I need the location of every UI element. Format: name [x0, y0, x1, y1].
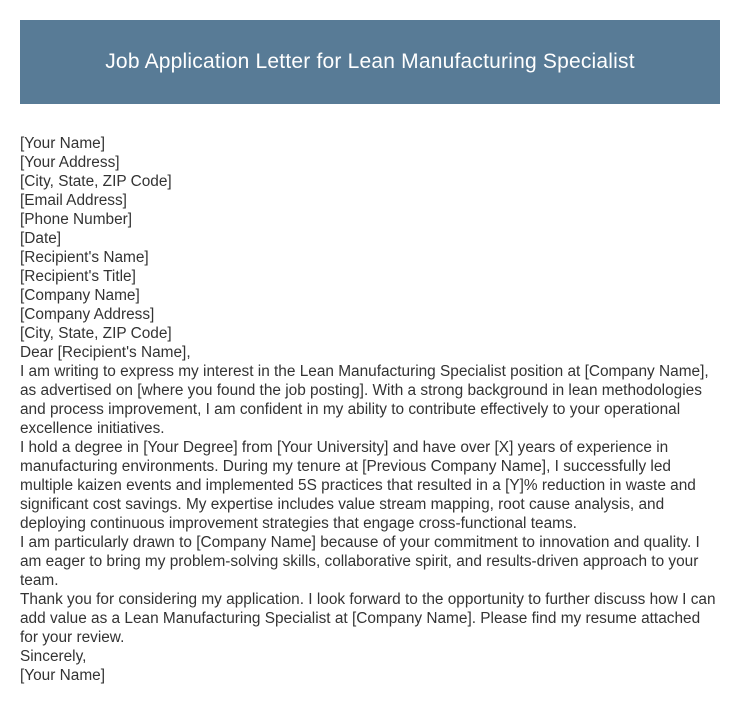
- paragraph-motivation: I am particularly drawn to [Company Name] because of your commitment to innovation and quality. I am eager to bring my problem-solving skills, collaborative spirit, and results-driven approach to your team.: [20, 534, 700, 589]
- recipient-name: [Recipient's Name]: [20, 249, 149, 266]
- recipient-title: [Recipient's Title]: [20, 268, 136, 285]
- closing: Sincerely,: [20, 648, 87, 665]
- sender-city-state-zip: [City, State, ZIP Code]: [20, 173, 172, 190]
- sender-email: [Email Address]: [20, 192, 127, 209]
- sender-name: [Your Name]: [20, 135, 105, 152]
- letter-date: [Date]: [20, 230, 62, 247]
- signature: [Your Name]: [20, 667, 105, 684]
- sender-phone: [Phone Number]: [20, 211, 133, 228]
- sender-address: [Your Address]: [20, 154, 120, 171]
- page-title: Job Application Letter for Lean Manufacturing Specialist: [105, 50, 635, 73]
- letter-body: [20, 134, 722, 685]
- header-banner: [20, 20, 720, 104]
- paragraph-intro: I am writing to express my interest in the Lean Manufacturing Specialist position at [Company Name], as advertised on [where you found the job posting]. With a strong background in lean methodologies and process improvement, I am confident in my ability to contribute effectively to your operational excellence initiatives.: [20, 363, 709, 437]
- salutation: Dear [Recipient's Name],: [20, 344, 191, 361]
- recipient-company: [Company Name]: [20, 287, 140, 304]
- paragraph-closing: Thank you for considering my application. I look forward to the opportunity to further discuss how I can add value as a Lean Manufacturing Specialist at [Company Name]. Please find my resume attached for your review.: [20, 591, 716, 646]
- recipient-company-address: [Company Address]: [20, 306, 155, 323]
- recipient-city-state-zip: [City, State, ZIP Code]: [20, 325, 172, 342]
- paragraph-experience: I hold a degree in [Your Degree] from [Your University] and have over [X] years of experience in manufacturing environments. During my tenure at [Previous Company Name], I successfully led multiple kaizen events and implemented 5S practices that resulted in a [Y]% reduction in waste and significant cost savings. My expertise includes value stream mapping, root cause analysis, and deploying continuous improvement strategies that engage cross-functional teams.: [20, 439, 696, 532]
